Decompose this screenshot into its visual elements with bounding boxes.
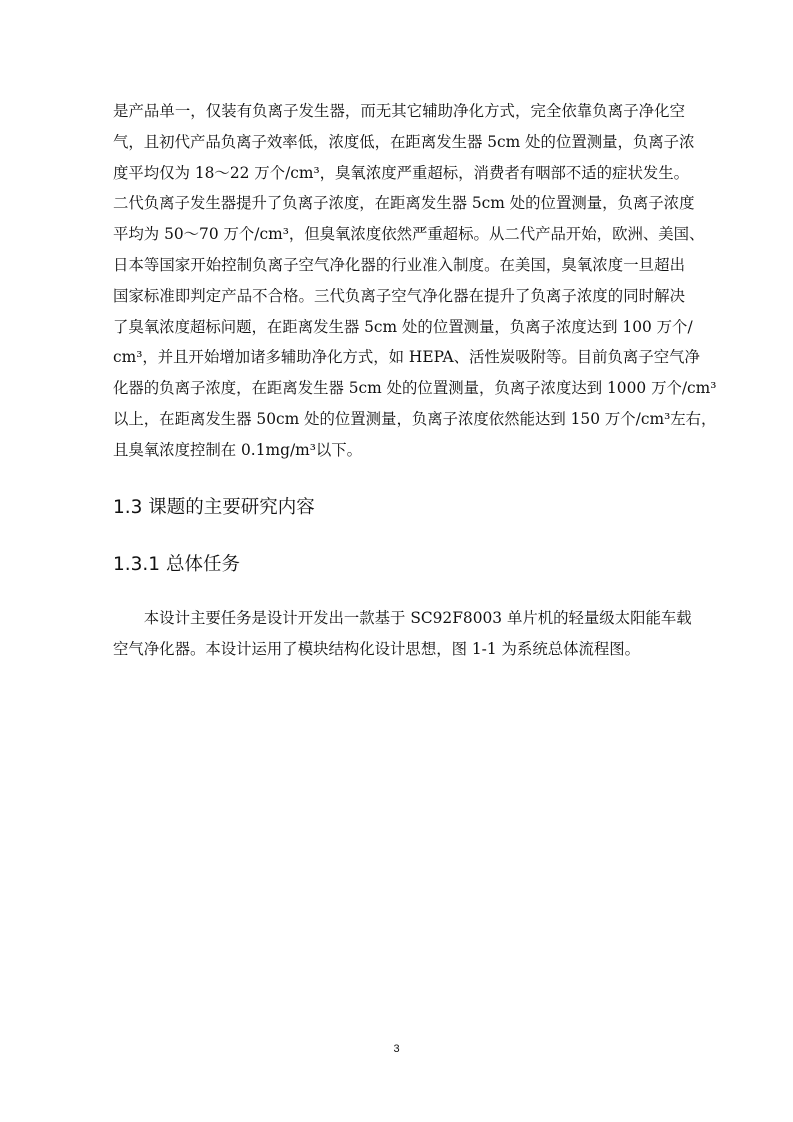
- text-line: 二代负离子发生器提升了负离子浓度，在距离发生器 5cm 处的位置测量，负离子浓度: [113, 194, 695, 213]
- section-heading-1-3: 1.3 课题的主要研究内容: [113, 497, 315, 518]
- text-line: 空气净化器。本设计运用了模块结构化设计思想，图 1-1 为系统总体流程图。: [113, 639, 641, 658]
- text-line: 气，且初代产品负离子效率低，浓度低，在距离发生器 5cm 处的位置测量，负离子浓: [113, 132, 695, 151]
- text-line: 了臭氧浓度超标问题，在距离发生器 5cm 处的位置测量，负离子浓度达到 100 万个/: [113, 317, 693, 336]
- text-line: 日本等国家开始控制负离子空气净化器的行业准入制度。在美国，臭氧浓度一旦超出: [113, 255, 685, 274]
- text-line: 以上，在距离发生器 50cm 处的位置测量，负离子浓度依然能达到 150 万个/cm³左右，: [113, 409, 717, 428]
- text-line: 度平均仅为 18～22 万个/cm³，臭氧浓度严重超标，消费者有咽部不适的症状发生。: [113, 163, 690, 182]
- text-line: 本设计主要任务是设计开发出一款基于 SC92F8003 单片机的轻量级太阳能车载: [113, 609, 692, 627]
- subsection-heading-1-3-1: 1.3.1 总体任务: [113, 554, 240, 575]
- paragraph-overall-task: [113, 603, 692, 665]
- paragraph-ion-generator-history: [113, 96, 717, 466]
- text-line: 国家标准即判定产品不合格。三代负离子空气净化器在提升了负离子浓度的同时解决: [113, 286, 685, 305]
- text-line: 平均为 50～70 万个/cm³，但臭氧浓度依然严重超标。从二代产品开始，欧洲、美国、: [113, 225, 705, 244]
- text-line: 化器的负离子浓度，在距离发生器 5cm 处的位置测量，负离子浓度达到 1000 万个/cm³: [113, 379, 717, 398]
- text-line: 且臭氧浓度控制在 0.1mg/m³以下。: [113, 440, 363, 459]
- text-line: cm³，并且开始增加诸多辅助净化方式，如 HEPA、活性炭吸附等。目前负离子空气净: [113, 348, 700, 367]
- page-number: 3: [393, 1043, 400, 1055]
- text-line: 是产品单一，仅装有负离子发生器，而无其它辅助净化方式，完全依靠负离子净化空: [113, 102, 685, 120]
